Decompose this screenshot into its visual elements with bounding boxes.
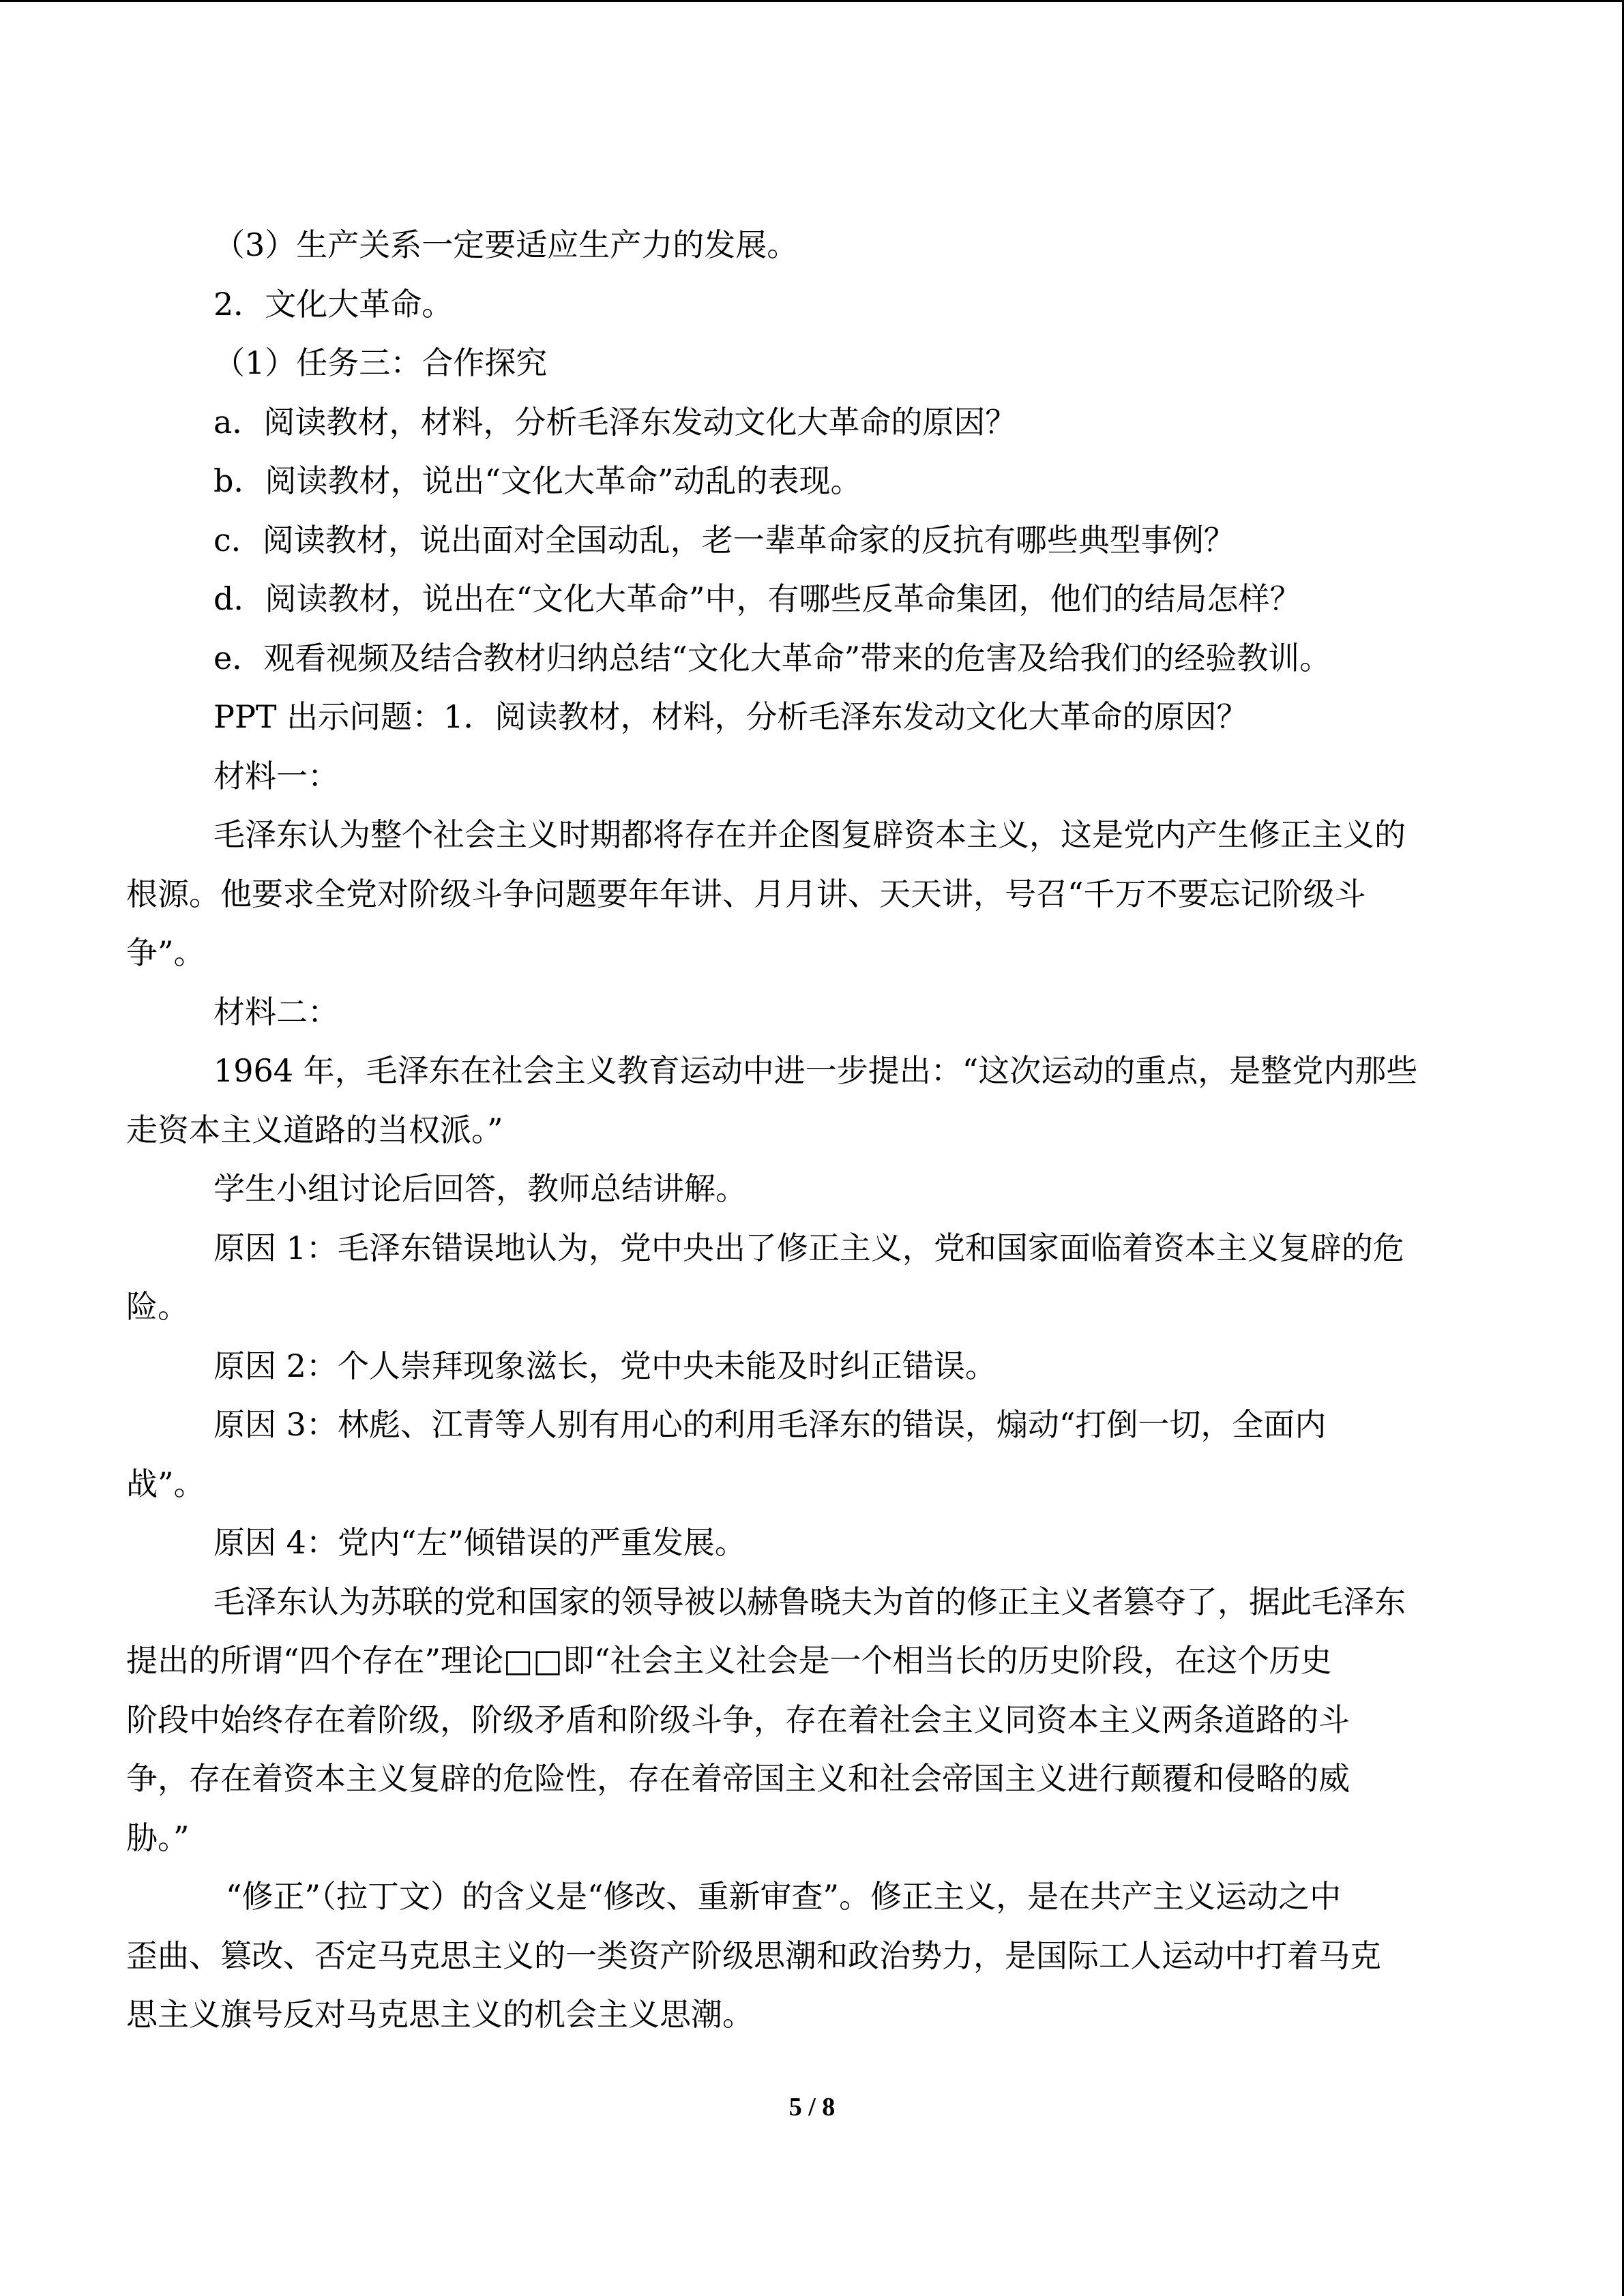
material-one-label: 材料一： xyxy=(213,757,339,794)
paragraph-line: 毛泽东认为苏联的党和国家的领导被以赫鲁晓夫为首的修正主义者篡夺了，据此毛泽东 xyxy=(213,1583,1406,1620)
paragraph-line: 胁。” xyxy=(126,1819,190,1856)
paragraph-line: 阶段中始终存在着阶级，阶级矛盾和阶级斗争，存在着社会主义同资本主义两条道路的斗 xyxy=(126,1701,1350,1738)
page-body xyxy=(126,215,1477,2044)
reason-4: 原因 4：党内“左”倾错误的严重发展。 xyxy=(213,1524,746,1561)
material-two-label: 材料二： xyxy=(213,993,339,1030)
paragraph-line: 1964 年，毛泽东在社会主义教育运动中进一步提出：“这次运动的重点，是整党内那些 xyxy=(213,1052,1418,1089)
paragraph-line: 歪曲、篡改、否定马克思主义的一类资产阶级思潮和政治势力，是国际工人运动中打着马克 xyxy=(126,1937,1381,1974)
paragraph-line: 争，存在着资本主义复辟的危险性，存在着帝国主义和社会帝国主义进行颠覆和侵略的威 xyxy=(126,1760,1350,1797)
paragraph-line: 根源。他要求全党对阶级斗争问题要年年讲、月月讲、天天讲，号召“千万不要忘记阶级斗 xyxy=(126,875,1366,912)
question-e: e．观看视频及结合教材归纳总结“文化大革命”带来的危害及给我们的经验教训。 xyxy=(213,639,1331,676)
reason-3: 原因 3：林彪、江青等人别有用心的利用毛泽东的错误，煽动“打倒一切，全面内 xyxy=(213,1406,1327,1443)
subsection-heading: （1）任务三：合作探究 xyxy=(213,344,548,381)
section-heading: 2．文化大革命。 xyxy=(213,285,454,323)
paragraph-line: 思主义旗号反对马克思主义的机会主义思潮。 xyxy=(126,1996,754,2033)
text-line: 学生小组讨论后回答，教师总结讲解。 xyxy=(213,1170,747,1207)
reason-1: 原因 1：毛泽东错误地认为，党中央出了修正主义，党和国家面临着资本主义复辟的危 xyxy=(213,1229,1404,1266)
paragraph-line: “修正”（拉丁文）的含义是“修改、重新审查”。修正主义，是在共产主义运动之中 xyxy=(226,1878,1342,1915)
ppt-question: PPT 出示问题：1．阅读教材，材料，分析毛泽东发动文化大革命的原因？ xyxy=(213,698,1248,735)
paragraph-line: 毛泽东认为整个社会主义时期都将存在并企图复辟资本主义，这是党内产生修正主义的 xyxy=(213,816,1406,853)
paragraph-line: 提出的所谓“四个存在”理论□□即“社会主义社会是一个相当长的历史阶段，在这个历史 xyxy=(126,1642,1332,1679)
paragraph-line: 走资本主义道路的当权派。” xyxy=(126,1111,503,1148)
paragraph-line: 争”。 xyxy=(126,934,205,971)
question-b: b．阅读教材，说出“文化大革命”动乱的表现。 xyxy=(213,462,862,499)
text-line: （3）生产关系一定要适应生产力的发展。 xyxy=(213,226,799,263)
question-c: c．阅读教材，说出面对全国动乱，老一辈革命家的反抗有哪些典型事例？ xyxy=(213,521,1235,558)
reason-3-cont: 战”。 xyxy=(126,1465,205,1502)
question-d: d．阅读教材，说出在“文化大革命”中，有哪些反革命集团，他们的结局怎样？ xyxy=(213,580,1301,617)
question-a: a．阅读教材，材料，分析毛泽东发动文化大革命的原因？ xyxy=(213,403,1017,441)
reason-1-cont: 险。 xyxy=(126,1288,189,1325)
reason-2: 原因 2：个人崇拜现象滋长，党中央未能及时纠正错误。 xyxy=(213,1347,996,1384)
page-number: 5 / 8 xyxy=(788,2093,836,2121)
